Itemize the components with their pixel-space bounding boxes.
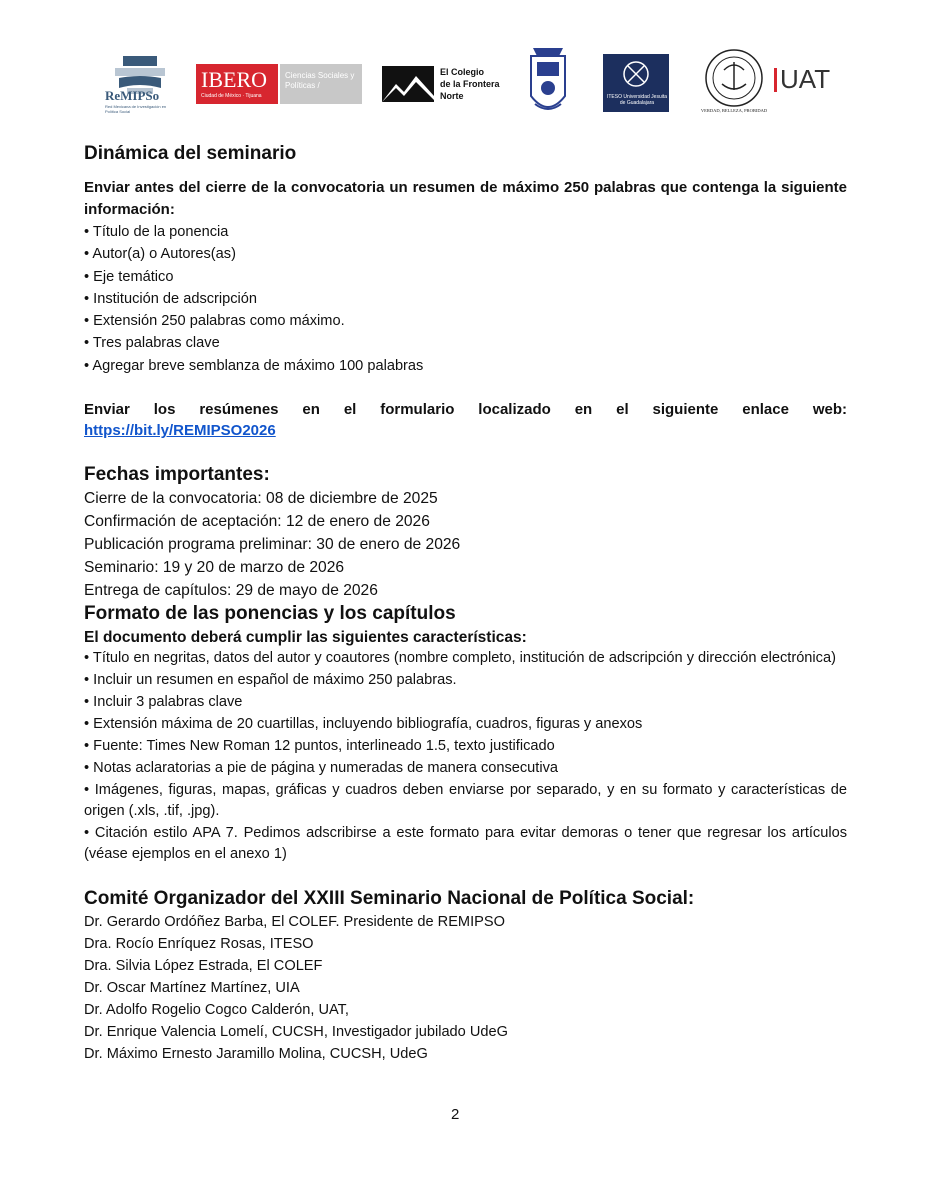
ibero-campus: Ciudad de México · Tijuana <box>201 93 262 99</box>
formato-subheading: El documento deberá cumplir las siguientes características: <box>84 629 527 647</box>
list-item: • Título de la ponencia <box>84 224 229 240</box>
fechas-heading: Fechas importantes: <box>84 464 270 486</box>
list-item: • Incluir un resumen en español de máximo 250 palabras. <box>84 672 457 689</box>
remipso-tagline: Red Mexicana de Investigación en Política Social <box>105 104 167 114</box>
committee-member: Dra. Rocío Enríquez Rosas, ITESO <box>84 936 314 953</box>
logo-strip <box>100 44 840 124</box>
ibero-department: Ciencias Sociales y Políticas / <box>280 64 362 104</box>
comite-list <box>84 911 847 1065</box>
date-item: Confirmación de aceptación: 12 de enero de 2026 <box>84 513 430 531</box>
committee-member: Dr. Enrique Valencia Lomelí, CUCSH, Investigador jubilado UdeG <box>84 1024 508 1041</box>
list-item: • Fuente: Times New Roman 12 puntos, interlineado 1.5, texto justificado <box>84 738 555 755</box>
colef-line-3: Norte <box>440 91 464 101</box>
send-instructions: Enviar los resúmenes en el formulario localizado en el siguiente enlace web: <box>84 401 847 419</box>
list-item: • Institución de adscripción <box>84 290 258 307</box>
list-item: • Título en negritas, datos del autor y coautores (nombre completo, institución de adscripción y dirección electrónica) <box>84 650 836 667</box>
committee-member: Dra. Silvia López Estrada, El COLEF <box>84 958 323 975</box>
udg-crest <box>525 46 571 122</box>
list-item: • Notas aclaratorias a pie de página y numeradas de manera consecutiva <box>84 760 559 777</box>
formato-list <box>84 648 847 865</box>
iteso-emblem-icon <box>603 54 669 94</box>
fechas-list <box>84 487 847 602</box>
list-item: • Extensión máxima de 20 cuartillas, incluyendo bibliografía, cuadros, figuras y anexos <box>84 716 643 733</box>
list-item: • Citación estilo APA 7. Pedimos adscribirse a este formato para evitar demoras o tener que regresar los artículos (véase ejemplos en el anexo 1) <box>84 825 847 863</box>
date-item: Cierre de la convocatoria: 08 de diciembre de 2025 <box>84 490 438 508</box>
colef-line-2: de la Frontera <box>440 79 500 89</box>
document-body <box>84 140 847 1065</box>
uat-motto: VERDAD, BELLEZA, PROBIDAD <box>700 108 768 113</box>
ibero-wordmark: IBERO <box>201 67 267 92</box>
dinamica-heading: Dinámica del seminario <box>84 143 297 164</box>
list-item: • Eje temático <box>84 268 174 285</box>
page-number: 2 <box>451 1106 460 1123</box>
committee-member: Dr. Oscar Martínez Martínez, UIA <box>84 980 300 997</box>
committee-member: Dr. Máximo Ernesto Jaramillo Molina, CUCSH, UdeG <box>84 1046 428 1063</box>
date-item: Entrega de capítulos: 29 de mayo de 2026 <box>84 582 378 600</box>
formato-heading: Formato de las ponencias y los capítulos <box>84 603 456 625</box>
dinamica-list <box>84 221 847 377</box>
remipso-wordmark: ReMIPSo <box>105 88 160 103</box>
uat-seal <box>700 48 768 120</box>
list-item: • Extensión 250 palabras como máximo. <box>84 313 345 330</box>
date-item: Seminario: 19 y 20 de marzo de 2026 <box>84 559 345 577</box>
remipso-logo <box>105 54 175 116</box>
list-item: • Tres palabras clave <box>84 335 220 352</box>
colef-mountain-icon <box>382 66 434 102</box>
form-link[interactable]: https://bit.ly/REMIPSO2026 <box>84 422 276 440</box>
committee-member: Dr. Gerardo Ordóñez Barba, El COLEF. Presidente de REMIPSO <box>84 914 505 931</box>
list-item: • Incluir 3 palabras clave <box>84 694 243 711</box>
list-item: • Autor(a) o Autores(as) <box>84 246 236 263</box>
committee-member: Dr. Adolfo Rogelio Cogco Calderón, UAT, <box>84 1002 349 1019</box>
colef-logo <box>382 66 504 106</box>
iteso-logo: ITESO Universidad Jesuita de Guadalajara <box>603 54 669 112</box>
colef-line-1: El Colegio <box>440 67 485 77</box>
list-item: • Agregar breve semblanza de máximo 100 palabras <box>84 357 424 374</box>
list-item: • Imágenes, figuras, mapas, gráficas y cuadros deben enviarse por separado, y en su formato y características de origen (.xls, .tif, .jpg). <box>84 782 847 820</box>
comite-heading: Comité Organizador del XXIII Seminario Nacional de Política Social: <box>84 888 695 910</box>
ibero-logo <box>196 64 278 104</box>
date-item: Publicación programa preliminar: 30 de enero de 2026 <box>84 536 461 554</box>
dinamica-intro: Enviar antes del cierre de la convocatoria un resumen de máximo 250 palabras que contenga la siguiente información: <box>84 179 847 218</box>
uat-wordmark: UAT <box>774 64 834 98</box>
